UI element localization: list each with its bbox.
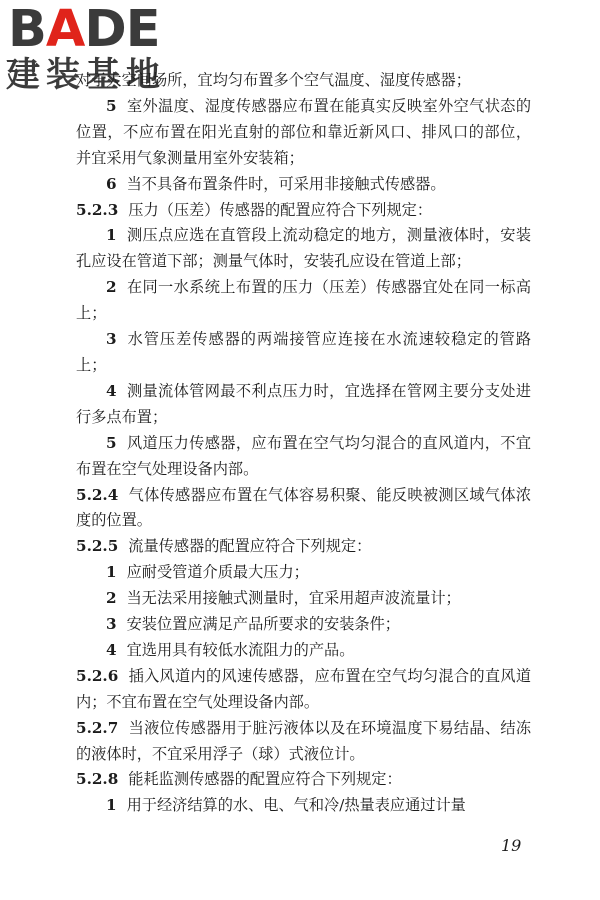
item-text: 能耗监测传感器的配置应符合下列规定： — [128, 770, 402, 789]
item-text: 安装位置应满足产品所要求的安装条件； — [126, 615, 400, 634]
item-number: 4 — [106, 640, 117, 659]
list-item — [76, 223, 531, 275]
list-item — [76, 431, 531, 483]
item-text: 对于大空间场所，宜均匀布置多个空气温度、湿度传感器； — [76, 71, 471, 89]
list-item — [76, 379, 531, 431]
item-number: 6 — [106, 174, 117, 193]
item-text: 水管压差传感器的两端接管应连接在水流速较稳定的管路上； — [76, 330, 531, 374]
clause-paragraph — [76, 483, 531, 535]
list-item — [76, 793, 531, 819]
item-text: 插入风道内的风速传感器，应布置在空气均匀混合的直风道内；不宜布置在空气处理设备内部。 — [76, 666, 531, 711]
item-text: 宜选用具有较低水流阻力的产品。 — [126, 640, 355, 659]
item-text: 室外温度、湿度传感器应布置在能真实反映室外空气状态的位置，不应布置在阳光直射的部位和靠近新风口、排风口的部位，并宜采用气象测量用室外安装箱； — [76, 96, 531, 167]
list-item — [76, 612, 531, 638]
item-text: 气体传感器应布置在气体容易积聚、能反映被测区域气体浓度的位置。 — [76, 485, 531, 530]
list-item — [76, 560, 531, 586]
item-text: 测量流体管网最不利点压力时，宜选择在管网主要分支处进行多点布置； — [76, 381, 531, 426]
item-number: 1 — [106, 563, 117, 582]
item-text: 在同一水系统上布置的压力（压差）传感器宜处在同一标高上； — [76, 278, 531, 323]
item-number: 5.2.7 — [76, 718, 119, 737]
item-number: 3 — [106, 615, 117, 634]
item-number: 3 — [106, 330, 117, 349]
document-body — [76, 68, 531, 819]
clause-paragraph — [76, 198, 531, 224]
clause-paragraph — [76, 534, 531, 560]
list-item — [76, 638, 531, 664]
item-text: 压力（压差）传感器的配置应符合下列规定： — [128, 200, 433, 219]
list-item — [76, 172, 531, 198]
list-item — [76, 327, 531, 379]
item-text: 当无法采用接触式测量时，宜采用超声波流量计； — [126, 589, 461, 608]
logo-subtitle: 建装基地 — [6, 55, 166, 95]
continued-text — [76, 68, 531, 94]
page-number: 19 — [501, 836, 522, 855]
item-text: 风道压力传感器，应布置在空气均匀混合的直风道内，不宜布置在空气处理设备内部。 — [76, 433, 531, 478]
item-number: 4 — [106, 381, 117, 400]
item-number: 2 — [106, 278, 117, 297]
item-number: 5.2.3 — [76, 200, 119, 219]
item-text: 用于经济结算的水、电、气和冷/热量表应通过计量 — [126, 796, 466, 815]
item-text: 应耐受管道介质最大压力； — [126, 563, 309, 582]
item-text: 测压点应选在直管段上流动稳定的地方，测量液体时，安装孔应设在管道下部；测量气体时，安装孔应设在管道上部； — [76, 226, 531, 271]
clause-paragraph — [76, 664, 531, 716]
item-number: 5.2.5 — [76, 537, 119, 556]
item-number: 5.2.4 — [76, 485, 119, 504]
list-item — [76, 275, 531, 327]
item-text: 流量传感器的配置应符合下列规定： — [128, 537, 372, 556]
item-number: 5.2.8 — [76, 770, 119, 789]
item-number: 1 — [106, 796, 117, 815]
clause-paragraph — [76, 767, 531, 793]
clause-paragraph — [76, 716, 531, 768]
item-text: 当液位传感器用于脏污液体以及在环境温度下易结晶、结冻的液体时，不宜采用浮子（球）式液位计。 — [76, 718, 531, 763]
item-number: 2 — [106, 589, 117, 608]
list-item — [76, 586, 531, 612]
logo-brand: BADE — [8, 0, 160, 59]
item-text: 当不具备布置条件时，可采用非接触式传感器。 — [126, 174, 446, 193]
item-number: 5 — [106, 96, 117, 115]
item-number: 5.2.6 — [76, 666, 119, 685]
item-number: 5 — [106, 433, 117, 452]
list-item — [76, 94, 531, 172]
item-number: 1 — [106, 226, 117, 245]
